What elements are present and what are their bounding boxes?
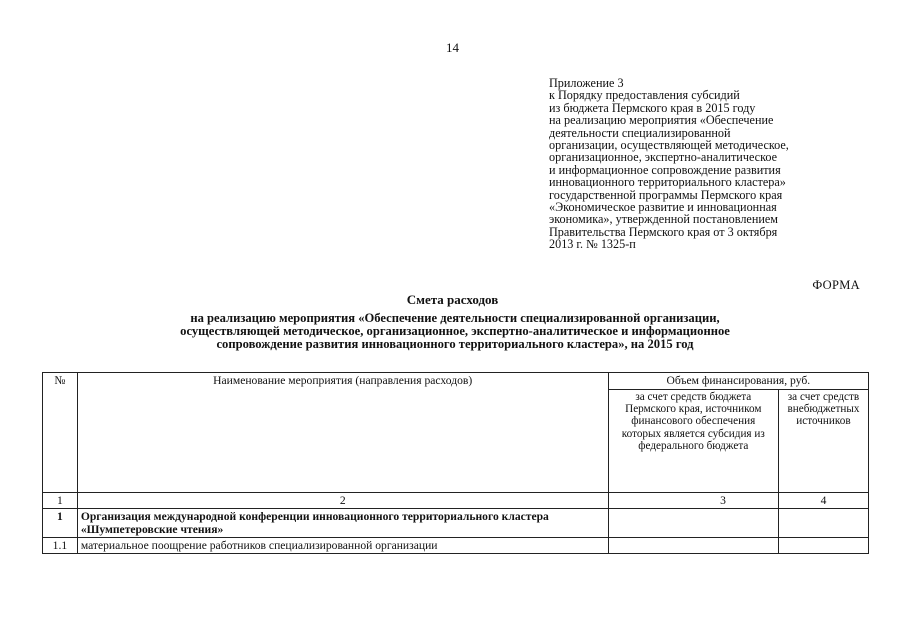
estimate-table	[42, 372, 869, 554]
header-num: №	[43, 373, 78, 493]
row-number: 1	[43, 509, 78, 538]
appendix-line: и информационное сопровождение развития	[549, 162, 781, 177]
appendix-line: организации, осуществляющей методическое,	[549, 138, 789, 153]
table-row	[43, 538, 869, 554]
form-label: ФОРМА	[812, 278, 860, 292]
appendix-line: из бюджета Пермского края в 2015 году	[549, 100, 756, 115]
header-funding: Объем финансирования, руб.	[608, 373, 868, 390]
subtitle-line: сопровождение развития инновационного территориального кластера», на 2015 год	[216, 337, 694, 352]
appendix-line: деятельности специализированной	[549, 125, 731, 140]
table-row	[43, 509, 869, 538]
appendix-line: на реализацию мероприятия «Обеспечение	[549, 113, 774, 128]
appendix-line: инновационного территориального кластера»	[549, 175, 786, 190]
header-budget-column: за счет средств бюджета Пермского края, источником финансового обеспечения которых является субсидия из федерального бюджета	[608, 390, 778, 493]
column-number: 3	[608, 493, 778, 509]
appendix-block	[549, 77, 879, 251]
appendix-line: «Экономическое развитие и инновационная	[549, 200, 777, 215]
appendix-line: государственной программы Пермского края	[549, 187, 783, 202]
row-budget-value	[608, 538, 778, 554]
header-name: Наименование мероприятия (направления расходов)	[77, 373, 608, 493]
row-extrabudget-value	[778, 538, 868, 554]
appendix-line: экономика», утвержденной постановлением	[549, 212, 779, 227]
column-number: 4	[778, 493, 868, 509]
appendix-line: Правительства Пермского края от 3 октября	[549, 224, 778, 239]
appendix-line: организационное, экспертно-аналитическое	[549, 150, 778, 165]
document-title: Смета расходов	[406, 292, 499, 307]
row-extrabudget-value	[778, 509, 868, 538]
column-number-row	[43, 493, 869, 509]
row-name: материальное поощрение работников специализированной организации	[77, 538, 608, 554]
appendix-line: 2013 г. № 1325-п	[549, 237, 636, 252]
row-number: 1.1	[43, 538, 78, 554]
row-name: Организация международной конференции инновационного территориального кластера «Шумпетеровские чтения»	[77, 509, 608, 538]
table-header-row	[43, 373, 869, 390]
column-number: 1	[43, 493, 78, 509]
subtitle-line: осуществляющей методическое, организационное, экспертно-аналитическое и информационное	[180, 324, 730, 339]
appendix-line: к Порядку предоставления субсидий	[549, 88, 740, 103]
column-number: 2	[77, 493, 608, 509]
page-number: 14	[446, 40, 459, 55]
row-budget-value	[608, 509, 778, 538]
header-extrabudget-column: за счет средств внебюджетных источников	[778, 390, 868, 493]
subtitle-line: на реализацию мероприятия «Обеспечение деятельности специализированной организации,	[190, 311, 720, 325]
document-subtitle	[40, 312, 870, 352]
appendix-line: Приложение 3	[549, 76, 624, 90]
